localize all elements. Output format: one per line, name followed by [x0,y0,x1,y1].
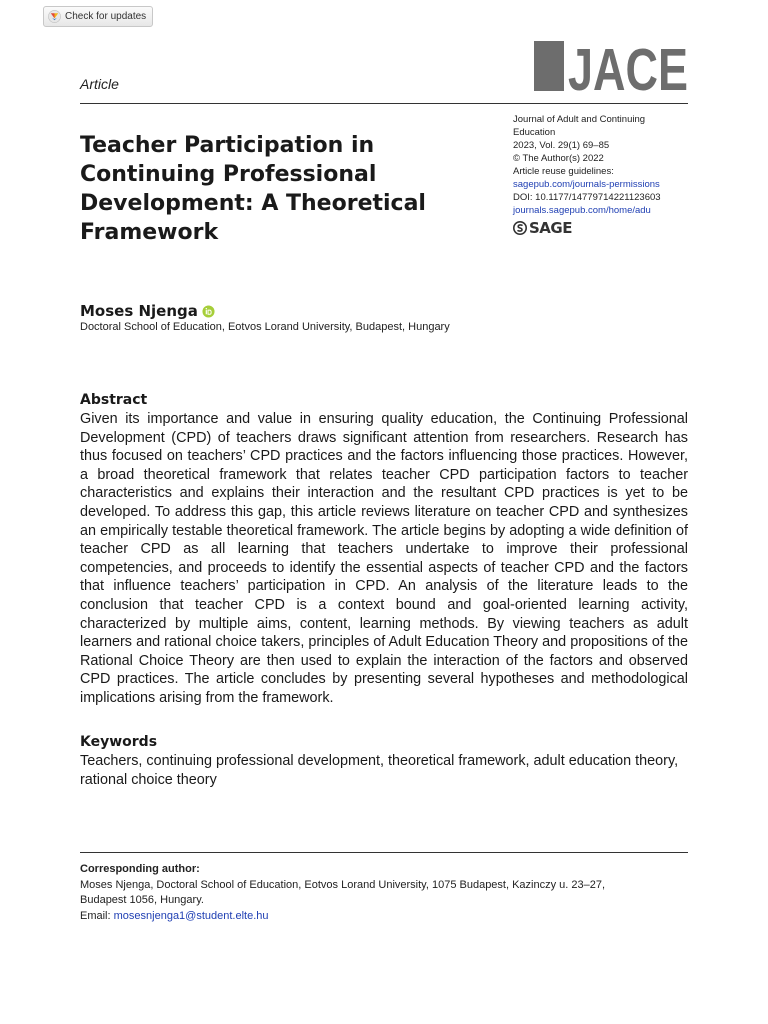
copyright: © The Author(s) 2022 [513,153,604,164]
corresponding-heading: Corresponding author: [80,863,200,875]
journal-meta [513,113,693,217]
sage-icon [513,221,527,235]
author [80,302,215,320]
svg-text:JACE: JACE [568,37,688,103]
email-label: Email: [80,909,111,922]
author-name: Moses Njenga [80,302,198,320]
keywords-heading: Keywords [80,734,158,750]
footnote-rule [80,852,688,853]
article-title: Teacher Participation in Continuing Professional Development: A Theoretical Framework [80,133,426,245]
orcid-icon[interactable] [202,305,215,318]
affiliation: Doctoral School of Education, Eotvos Lorand University, Budapest, Hungary [80,321,450,333]
header-rule [80,103,688,104]
journal-name-line2: Education [513,127,556,138]
sage-logo [513,219,572,237]
journal-home-link[interactable]: journals.sagepub.com/home/adu [513,205,651,216]
check-updates-icon [48,10,61,23]
email-row [80,909,688,925]
jace-logo [534,37,688,103]
keywords-text: Teachers, continuing professional development, theoretical framework, adult education theory, rational choice theory [80,753,679,788]
check-for-updates-label: Check for updates [65,11,147,22]
sage-label: SAGE [529,219,572,237]
doi: DOI: 10.1177/14779714221123603 [513,192,661,203]
reuse-label: Article reuse guidelines: [513,166,614,177]
permissions-link[interactable]: sagepub.com/journals-permissions [513,179,660,190]
corresponding-author [80,862,688,924]
corresponding-line2: Budapest 1056, Hungary. [80,894,204,906]
abstract-heading: Abstract [80,392,148,408]
journal-volume: 2023, Vol. 29(1) 69–85 [513,140,610,151]
email-link[interactable]: mosesnjenga1@student.elte.hu [113,909,269,922]
check-for-updates-button[interactable] [43,6,153,27]
abstract-text: Given its importance and value in ensuring quality education, the Continuing Professional Development (CPD) of teachers draws significant attention from researchers. Research has thus focused on teachers’ CPD practices and the factors influencing those practices. However, a broad theoretical framework that relates teacher CPD participation factors to teacher characteristics and explains their interaction and the resultant CPD practices is yet to be developed. To address this gap, this article reviews literature on teacher CPD and synthesizes an empirically testable theoretical framework. The article begins by adopting a wide definition of teacher CPD as all learning that teachers undertake to improve their professional competencies, and proceeds to identify the essential aspects of teacher CPD and the factors that influence teachers’ participation in CPD. An analysis of the literature leads to the conclusion that teacher CPD is a context bound and goal-oriented learning activity, characterized by multiple aims, content, learning methods. By viewing teachers as adult learners and rational choice takers, principles of Adult Education Theory and propositions of the Rational Choice Theory are then used to explain the interaction of the factors and observed CPD practices. The article concludes by presenting several hypotheses and methodological implications arising from the framework. [80,411,688,706]
corresponding-line1: Moses Njenga, Doctoral School of Education, Eotvos Lorand University, 1075 Budapest, Kazinczy u. 23–27, [80,878,606,891]
article-type-label: Article [80,76,119,92]
journal-name-line1: Journal of Adult and Continuing [513,114,646,125]
